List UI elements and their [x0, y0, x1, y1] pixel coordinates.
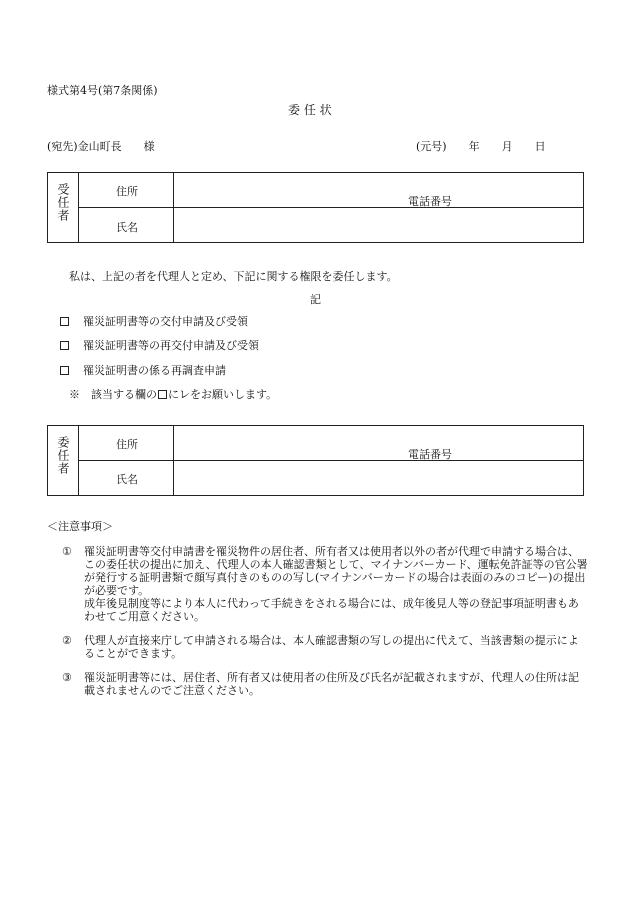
note-number: ① — [62, 545, 72, 558]
recipient-name-label: 氏名 — [116, 221, 138, 234]
note-text: 罹災証明書等交付申請書を罹災物件の居住者、所有者又は使用者以外の者が代理で申請する場合は、この委任状の提出に加え、代理人の本人確認書類として、マイナンバーカード、運転免許証等の官公署が発行する証明書類で顔写真付きのものの写し(マイナンバーカードの場合は表面のみのコピー)の提出が必要です。 — [84, 545, 588, 597]
delegation-statement: 私は、上記の者を代理人と定め、下記に関する権限を委任します。 — [69, 270, 398, 283]
note-number: ② — [62, 634, 72, 647]
checkbox-icon — [158, 390, 167, 399]
checklist-label: 罹災証明書の係る再調査申請 — [83, 364, 226, 377]
checkbox[interactable] — [60, 317, 69, 326]
checklist-item[interactable] — [60, 362, 226, 378]
recipient-address-label: 住所 — [116, 185, 138, 198]
notes-list — [62, 545, 588, 708]
note-text: 代理人が直接来庁して申請される場合は、本人確認書類の写しの提出に代えて、当該書類の提示によることができます。 — [84, 634, 579, 660]
addressee: (宛先)金山町長 様 — [47, 140, 155, 153]
delegator-side-label: 委任者 — [56, 436, 70, 475]
note-item — [62, 545, 588, 623]
checklist-item[interactable] — [60, 337, 259, 353]
checkbox-note — [69, 386, 277, 402]
checkbox[interactable] — [60, 366, 69, 375]
note-text: 罹災証明書等には、居住者、所有者又は使用者の住所及び氏名が記載されますが、代理人の住所は記載されませんのでご注意ください。 — [84, 671, 579, 697]
recipient-side-label: 受任者 — [56, 183, 70, 222]
checklist-item[interactable] — [60, 313, 248, 329]
note-item — [62, 634, 588, 660]
checkbox[interactable] — [60, 341, 69, 350]
form-number: 様式第4号(第7条関係) — [47, 84, 158, 97]
note-number: ③ — [62, 671, 72, 684]
delegator-address-label: 住所 — [116, 438, 138, 451]
page-title: 委 任 状 — [288, 103, 332, 117]
delegator-name-label: 氏名 — [116, 473, 138, 486]
delegator-phone-label: 電話番号 — [408, 448, 452, 461]
checkbox-note-prefix: ※ 該当する欄の — [69, 388, 157, 401]
date-line: (元号) 年 月 日 — [416, 140, 546, 153]
note-text: 成年後見制度等により本人に代わって手続きをされる場合には、成年後見人等の登記事項証明書もあわせてご用意ください。 — [84, 597, 579, 623]
notes-heading: ＜注意事項＞ — [47, 520, 113, 533]
checklist-label: 罹災証明書等の再交付申請及び受領 — [83, 339, 259, 352]
recipient-phone-label: 電話番号 — [408, 195, 452, 208]
ki-heading: 記 — [310, 293, 321, 306]
checkbox-note-suffix: にレをお願いします。 — [168, 388, 278, 401]
note-item — [62, 671, 588, 697]
checklist-label: 罹災証明書等の交付申請及び受領 — [83, 315, 248, 328]
